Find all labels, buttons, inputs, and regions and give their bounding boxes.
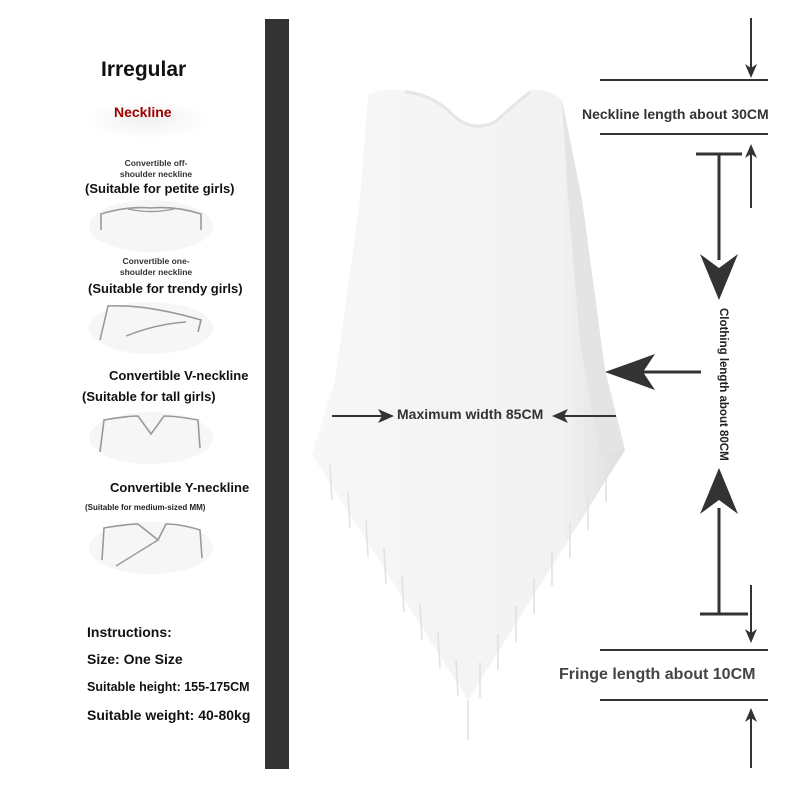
option-v-neck-suitable: (Suitable for tall girls) xyxy=(82,389,216,404)
instructions-size: Size: One Size xyxy=(87,651,183,667)
neckline-y-icon xyxy=(86,518,216,574)
neckline-off-shoulder-icon xyxy=(86,196,216,252)
neckline-top-arrow-icon xyxy=(740,18,770,80)
garment-pointer-arrow-icon xyxy=(603,352,703,392)
max-width-label: Maximum width 85CM xyxy=(397,406,544,422)
neckline-length-label: Neckline length about 30CM xyxy=(582,106,769,122)
neckline-bottom-line xyxy=(600,133,768,135)
neckline-v-icon xyxy=(86,408,216,464)
width-left-arrow-icon xyxy=(330,404,400,428)
fringe-top-arrow-icon xyxy=(740,585,770,647)
option-off-shoulder-name xyxy=(108,158,204,180)
option-one-shoulder-suitable: (Suitable for trendy girls) xyxy=(88,281,243,296)
option-off-shoulder-suitable: (Suitable for petite girls) xyxy=(85,181,235,196)
product-title: Irregular xyxy=(101,58,187,81)
option-off-shoulder-line2: shoulder neckline xyxy=(119,169,193,179)
instructions-height: Suitable height: 155-175CM xyxy=(87,680,250,694)
option-off-shoulder-line1: Convertible off- xyxy=(124,158,188,168)
option-y-neck-suitable: (Suitable for medium-sized MM) xyxy=(85,503,206,512)
fringe-bottom-line xyxy=(600,699,768,701)
option-y-neck-name: Convertible Y-neckline xyxy=(110,480,250,495)
option-one-shoulder-line1: Convertible one- xyxy=(122,256,190,266)
neckline-one-shoulder-icon xyxy=(86,298,216,354)
instructions-weight: Suitable weight: 40-80kg xyxy=(87,707,251,723)
option-one-shoulder-line2: shoulder neckline xyxy=(119,267,193,277)
width-right-arrow-icon xyxy=(550,404,618,428)
vertical-divider xyxy=(265,19,289,769)
fringe-bottom-arrow-icon xyxy=(740,704,770,770)
fringe-top-line xyxy=(600,649,768,651)
instructions-title: Instructions: xyxy=(87,624,172,640)
neckline-top-line xyxy=(600,79,768,81)
clothing-length-label: Clothing length about 80CM xyxy=(717,308,729,461)
option-v-neck-name: Convertible V-neckline xyxy=(109,368,249,383)
option-one-shoulder-name xyxy=(108,256,204,278)
neckline-label: Neckline xyxy=(114,104,172,120)
fringe-length-label: Fringe length about 10CM xyxy=(559,666,756,683)
